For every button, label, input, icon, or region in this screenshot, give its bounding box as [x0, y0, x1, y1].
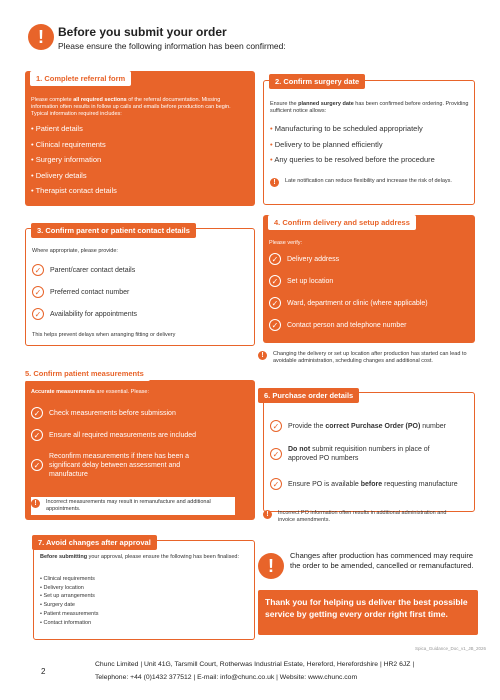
section-5-intro: Accurate measurements are essential. Please:: [31, 389, 150, 395]
section-3-outro: This helps prevent delays when arranging fitting or delivery: [32, 332, 176, 338]
page-subtitle: Please ensure the following information has been confirmed:: [58, 41, 286, 51]
changes-callout: Changes after production has commenced may require the order to be amended, cancelled or remanufactured.: [290, 551, 474, 570]
exclamation-icon: !: [258, 351, 267, 360]
thank-you-banner: [258, 590, 478, 635]
section-4-tab: 4. Confirm delivery and setup address: [268, 215, 416, 230]
exclamation-icon: !: [270, 178, 279, 187]
check-circle-icon: ✓: [269, 253, 281, 265]
section-delivery-address: [263, 215, 475, 343]
list-item: • Patient measurements: [40, 610, 99, 617]
section-1-tab: 1. Complete referral form: [30, 71, 131, 86]
exclamation-icon: !: [263, 510, 272, 519]
section-6-list: [270, 413, 470, 499]
section-5-note: ! Incorrect measurements may result in remanufacture and additional appointments.: [31, 497, 235, 515]
check-circle-icon: ✓: [269, 297, 281, 309]
list-item: • Therapist contact details: [31, 186, 117, 195]
section-avoid-changes: [33, 540, 255, 640]
section-3-list: [32, 259, 247, 325]
check-circle-icon: ✓: [270, 420, 282, 432]
list-item: ✓ Provide the correct Purchase Order (PO) number: [270, 413, 470, 439]
check-circle-icon: ✓: [270, 478, 282, 490]
exclamation-icon: !: [28, 24, 54, 50]
list-item: ✓ Preferred contact number: [32, 281, 247, 303]
thank-you-text: Thank you for helping us deliver the best possible service by getting every order right first time.: [265, 597, 468, 619]
footer-contact: Telephone: +44 (0)1432 377512 | E-mail: info@chunc.co.uk | Website: www.chunc.com: [95, 674, 358, 681]
section-4-note: ! Changing the delivery or set up location after production has started can lead to avoidable administration, scheduling changes and additional cost.: [258, 351, 478, 365]
section-3-tab: 3. Confirm parent or patient contact details: [31, 223, 196, 238]
section-1-intro: Please complete all required sections of the referral documentation. Missing information often results in follow up calls and emails before production can begin. Typical information required includes:: [31, 97, 231, 117]
check-circle-icon: ✓: [31, 429, 43, 441]
list-item: • Surgery information: [31, 155, 102, 164]
list-item: • Surgery date: [40, 602, 75, 609]
list-item: • Delivery location: [40, 584, 84, 591]
list-item: • Delivery details: [31, 170, 87, 180]
list-item: • Set up arrangements: [40, 593, 95, 600]
list-item: ✓ Reconfirm measurements if there has been a significant delay between assessment and manufacture: [31, 446, 246, 484]
list-item: ✓ Contact person and telephone number: [269, 314, 474, 336]
section-3-intro: Where appropriate, please provide:: [32, 248, 118, 254]
section-referral-form: [25, 71, 255, 206]
section-surgery-date: [263, 77, 475, 205]
section-contact-details: [25, 228, 255, 346]
check-circle-icon: ✓: [32, 264, 44, 276]
exclamation-icon: !: [31, 499, 40, 508]
section-7-tab: 7. Avoid changes after approval: [32, 535, 157, 550]
list-item: • Clinical requirements: [40, 576, 95, 582]
section-2-note: ! Late notification can reduce flexibility and increase the risk of delays.: [270, 178, 455, 187]
section-1-list: [31, 121, 246, 199]
section-2-list: [270, 121, 475, 168]
list-item: • Any queries to be resolved before the procedure: [270, 155, 435, 164]
check-circle-icon: ✓: [269, 319, 281, 331]
list-item: • Patient details: [31, 124, 83, 133]
list-item: • Clinical requirements: [31, 139, 106, 149]
list-item: • Contact information: [40, 619, 92, 626]
section-purchase-order: [263, 392, 475, 512]
check-circle-icon: ✓: [31, 407, 43, 419]
section-7-intro: Before submitting your approval, please ensure the following has been finalised:: [40, 554, 240, 560]
footer-address: Chunc Limited | Unit 41G, Tarsmill Court, Rotherwas Industrial Estate, Hereford, Herefordshire | HR2 6JZ |: [95, 661, 415, 668]
page-title: Before you submit your order: [58, 25, 227, 39]
page-number: 2: [41, 667, 46, 676]
list-item: ✓ Ward, department or clinic (where applicable): [269, 292, 474, 314]
document-reference: Spica_Guidance_Doc_v1_JB_2026: [415, 646, 487, 651]
section-4-intro: Please verify:: [269, 240, 303, 246]
check-circle-icon: ✓: [270, 448, 282, 460]
section-4-list: [269, 248, 474, 336]
section-5-tab: 5. Confirm patient measurements: [19, 366, 150, 381]
list-item: ✓ Ensure PO is available before requesting manufacture: [270, 469, 470, 499]
exclamation-icon: !: [258, 553, 284, 579]
check-circle-icon: ✓: [31, 459, 43, 471]
list-item: ✓ Set up location: [269, 270, 474, 292]
list-item: • Delivery to be planned efficiently: [270, 139, 383, 149]
list-item: ✓ Do not submit requisition numbers in place of approved PO numbers: [270, 439, 470, 469]
check-circle-icon: ✓: [32, 286, 44, 298]
list-item: • Manufacturing to be scheduled appropriately: [270, 124, 423, 133]
section-7-list: [40, 575, 245, 627]
list-item: ✓ Ensure all required measurements are included: [31, 424, 246, 446]
section-6-tab: 6. Purchase order details: [258, 388, 359, 403]
section-5-list: [31, 402, 246, 484]
section-2-tab: 2. Confirm surgery date: [269, 74, 365, 89]
section-6-note: ! Incorrect PO information often results in additional administration and invoice amendments.: [263, 510, 463, 524]
check-circle-icon: ✓: [269, 275, 281, 287]
list-item: ✓ Availability for appointments: [32, 303, 247, 325]
section-2-intro: Ensure the planned surgery date has been confirmed before ordering. Providing sufficient notice allows:: [270, 101, 469, 114]
list-item: ✓ Delivery address: [269, 248, 474, 270]
section-measurements: [25, 369, 255, 520]
list-item: ✓ Check measurements before submission: [31, 402, 246, 424]
list-item: ✓ Parent/carer contact details: [32, 259, 247, 281]
check-circle-icon: ✓: [32, 308, 44, 320]
